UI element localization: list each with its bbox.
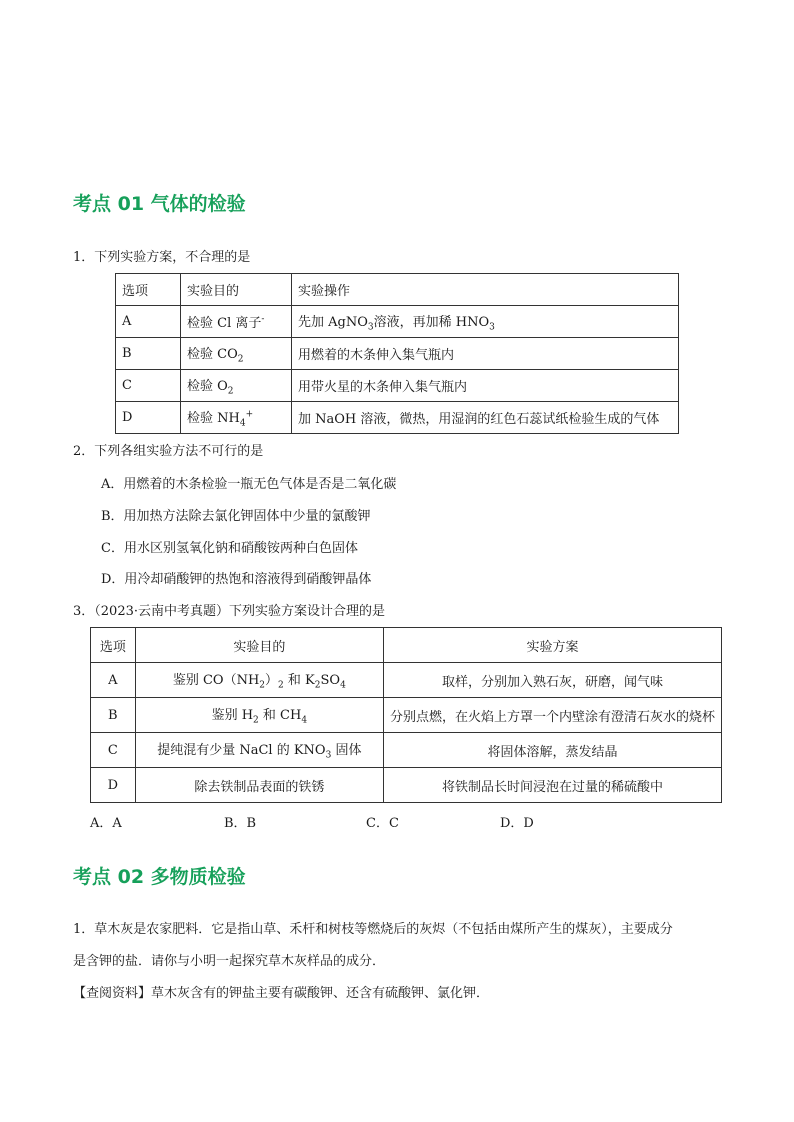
operation-cell: 用燃着的木条伸入集气瓶内 bbox=[292, 338, 679, 370]
header-cell: 实验目的 bbox=[135, 628, 383, 663]
option-cell: B bbox=[116, 338, 181, 370]
question-3-answer-c: C．C bbox=[366, 816, 399, 831]
table-row bbox=[91, 733, 722, 768]
goal-cell: 检验 $O_2$ bbox=[181, 370, 292, 402]
option-cell: D bbox=[91, 768, 136, 803]
question-1-table bbox=[115, 273, 679, 434]
question-2-option-d: D．用冷却硝酸钾的热饱和溶液得到硝酸钾晶体 bbox=[101, 572, 372, 587]
goal-cell: 检验 Cl 离子- bbox=[181, 306, 292, 338]
question-2-stem: 2．下列各组实验方法不可行的是 bbox=[73, 444, 264, 459]
table-row bbox=[116, 306, 679, 338]
question-3-answer-b: B．B bbox=[224, 816, 257, 831]
section-title-2: 考点 02 多物质检验 bbox=[73, 866, 246, 888]
question-1-stem: 1．下列实验方案，不合理的是 bbox=[73, 250, 251, 265]
table-row bbox=[91, 768, 722, 803]
table-row bbox=[91, 663, 722, 698]
option-cell: A bbox=[116, 306, 181, 338]
section-title-1: 考点 01 气体的检验 bbox=[73, 193, 246, 215]
table-row bbox=[91, 698, 722, 733]
option-cell: A bbox=[91, 663, 136, 698]
question-2-option-a: A．用燃着的木条检验一瓶无色气体是否是二氧化碳 bbox=[101, 477, 397, 492]
header-cell: 实验方案 bbox=[383, 628, 721, 663]
question-2-option-b: B．用加热方法除去氯化钾固体中少量的氯酸钾 bbox=[101, 509, 371, 524]
passage-line-1: 1．草木灰是农家肥料．它是指山草、禾杆和树枝等燃烧后的灰烬（不包括由煤所产生的煤灰），主要成分 bbox=[73, 922, 673, 937]
goal-cell: 鉴别 $H_2$ 和 $CH_4$ bbox=[135, 698, 383, 733]
table-row bbox=[116, 402, 679, 434]
plan-cell: 取样，分别加入熟石灰，研磨，闻气味 bbox=[383, 663, 721, 698]
question-3-answer-a: A．A bbox=[90, 816, 122, 831]
operation-cell: 先加 AgNO$_3$溶液，再加稀 $HNO_3$ bbox=[292, 306, 679, 338]
goal-cell: 除去铁制品表面的铁锈 bbox=[135, 768, 383, 803]
table-row bbox=[116, 370, 679, 402]
option-cell: C bbox=[91, 733, 136, 768]
option-cell: B bbox=[91, 698, 136, 733]
question-2-option-c: C．用水区别氢氧化钠和硝酸铵两种白色固体 bbox=[101, 541, 358, 556]
plan-cell: 将铁制品长时间浸泡在过量的稀硫酸中 bbox=[383, 768, 721, 803]
option-cell: C bbox=[116, 370, 181, 402]
goal-cell: 检验 $CO_2$ bbox=[181, 338, 292, 370]
question-3-stem: 3．（2023·云南中考真题）下列实验方案设计合理的是 bbox=[73, 604, 385, 619]
header-cell: 选项 bbox=[116, 274, 181, 306]
header-cell: 选项 bbox=[91, 628, 136, 663]
goal-cell: 鉴别 $CO(NH_2)_2$ 和 $K_2SO_4$ bbox=[135, 663, 383, 698]
passage-line-2: 是含钾的盐．请你与小明一起探究草木灰样品的成分． bbox=[73, 954, 386, 969]
question-3-answer-d: D．D bbox=[500, 816, 534, 831]
plan-cell: 分别点燃，在火焰上方罩一个内壁涂有澄清石灰水的烧杯 bbox=[383, 698, 721, 733]
goal-cell: 提纯混有少量 NaCl 的 $KNO_3$ 固体 bbox=[135, 733, 383, 768]
table-header-row bbox=[91, 628, 722, 663]
header-cell: 实验目的 bbox=[181, 274, 292, 306]
table-row bbox=[116, 338, 679, 370]
option-cell: D bbox=[116, 402, 181, 434]
question-3-table bbox=[90, 627, 722, 803]
plan-cell: 将固体溶解，蒸发结晶 bbox=[383, 733, 721, 768]
operation-cell: 加 NaOH 溶液，微热，用湿润的红色石蕊试纸检验生成的气体 bbox=[292, 402, 679, 434]
operation-cell: 用带火星的木条伸入集气瓶内 bbox=[292, 370, 679, 402]
goal-cell: 检验 $NH_4^+$ bbox=[181, 402, 292, 434]
table-header-row bbox=[116, 274, 679, 306]
header-cell: 实验操作 bbox=[292, 274, 679, 306]
passage-reference: 【查阅资料】草木灰含有的钾盐主要有碳酸钾、还含有硫酸钾、氯化钾． bbox=[73, 986, 490, 1001]
